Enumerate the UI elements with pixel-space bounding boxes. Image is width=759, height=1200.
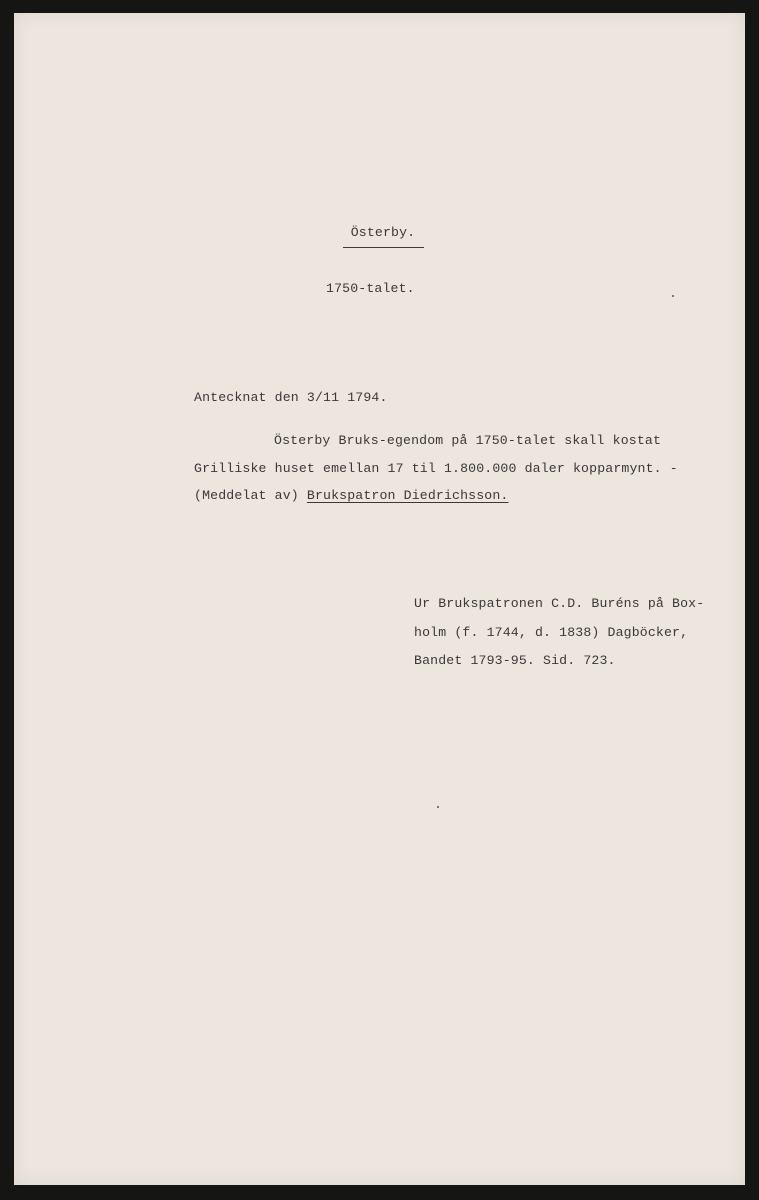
attribution-prefix: (Meddelat av)	[194, 488, 307, 503]
paper-sheet	[14, 13, 745, 1185]
note-date: Antecknat den 3/11 1794.	[194, 390, 388, 405]
source-line: holm (f. 1744, d. 1838) Dagböcker,	[414, 625, 689, 640]
body-line: Österby Bruks-egendom på 1750-talet skall kostat	[274, 433, 662, 448]
source-line: Bandet 1793-95. Sid. 723.	[414, 653, 616, 668]
body-line: Grilliske huset emellan 17 til 1.800.000 daler kopparmynt. -	[194, 461, 678, 476]
source-line: Ur Brukspatronen C.D. Buréns på Box-	[414, 596, 705, 611]
document-subtitle: 1750-talet.	[326, 281, 415, 296]
document-title: Österby.	[350, 225, 416, 240]
paper-speck	[672, 295, 674, 297]
body-line	[194, 488, 509, 503]
attribution-name: Brukspatron Diedrichsson.	[306, 488, 509, 503]
paper-speck	[437, 806, 439, 808]
title-underline	[343, 247, 424, 248]
